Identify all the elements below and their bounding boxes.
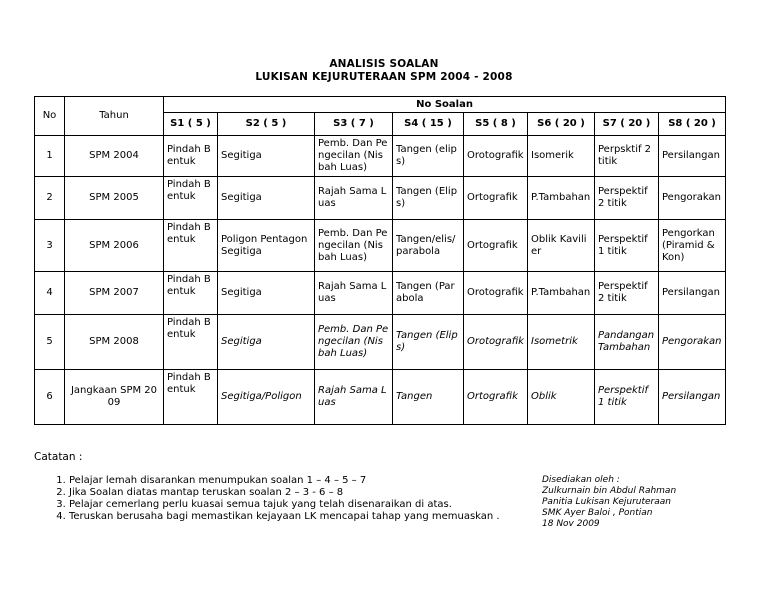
header-s1: S1 ( 5 ): [164, 113, 218, 136]
header-s6: S6 ( 20 ): [528, 113, 595, 136]
header-s8: S8 ( 20 ): [659, 113, 726, 136]
row-no: 1: [35, 136, 65, 177]
cell-s5: Ortografik: [464, 370, 528, 425]
cell-s6: Isomerik: [528, 136, 595, 177]
cell-s8: Persilangan: [659, 136, 726, 177]
cell-s2: Segitiga: [218, 315, 315, 370]
table-row: [35, 220, 726, 272]
cell-s4: Tangen (Elips): [393, 177, 464, 220]
row-no: 4: [35, 272, 65, 315]
list-item: 4. Teruskan berusaha bagi memastikan kejayaan LK mencapai tahap yang memuaskan .: [69, 511, 569, 523]
cell-s6: Isometrik: [528, 315, 595, 370]
table-row: [35, 177, 726, 220]
header-no-soalan: No Soalan: [164, 97, 726, 113]
cell-s7: Perspektif 1 titik: [595, 370, 659, 425]
cell-s6: Oblik: [528, 370, 595, 425]
cell-s5: Orotografik: [464, 315, 528, 370]
cell-s8: Persilangan: [659, 272, 726, 315]
header-s5: S5 ( 8 ): [464, 113, 528, 136]
notes-list: [34, 475, 569, 523]
signoff-school: SMK Ayer Baloi , Pontian: [542, 508, 653, 518]
table-row: [35, 370, 726, 425]
cell-s3: Rajah Sama Luas: [315, 370, 393, 425]
row-tahun: SPM 2006: [65, 220, 164, 272]
signoff-date: 18 Nov 2009: [542, 519, 600, 529]
cell-s7: Perspektif 1 titik: [595, 220, 659, 272]
header-tahun: Tahun: [65, 97, 164, 136]
signoff-prepared-by: Disediakan oleh :: [542, 475, 620, 485]
cell-s5: Ortografik: [464, 177, 528, 220]
row-tahun: SPM 2007: [65, 272, 164, 315]
cell-s1: Pindah Bentuk: [164, 370, 218, 425]
header-s3: S3 ( 7 ): [315, 113, 393, 136]
notes-heading: Catatan :: [34, 451, 83, 463]
cell-s4: Tangen (Elips): [393, 315, 464, 370]
row-no: 2: [35, 177, 65, 220]
cell-s2: Segitiga: [218, 272, 315, 315]
cell-s4: Tangen (elips): [393, 136, 464, 177]
cell-s3: Rajah Sama Luas: [315, 177, 393, 220]
cell-s2: Segitiga/Poligon: [218, 370, 315, 425]
row-tahun: Jangkaan SPM 2009: [65, 370, 164, 425]
document-title: ANALISIS SOALAN: [329, 58, 439, 70]
cell-s8: Pengorakan: [659, 315, 726, 370]
row-no: 5: [35, 315, 65, 370]
cell-s2: Segitiga: [218, 177, 315, 220]
list-item: 3. Pelajar cemerlang perlu kuasai semua tajuk yang telah disenaraikan di atas.: [69, 499, 569, 511]
header-s2: S2 ( 5 ): [218, 113, 315, 136]
cell-s5: Orotografik: [464, 272, 528, 315]
row-tahun: SPM 2008: [65, 315, 164, 370]
cell-s2: Poligon PentagonSegitiga: [218, 220, 315, 272]
signoff-block: [542, 475, 676, 530]
cell-s1: Pindah Bentuk: [164, 177, 218, 220]
cell-s6: P.Tambahan: [528, 177, 595, 220]
document-subtitle: LUKISAN KEJURUTERAAN SPM 2004 - 2008: [255, 71, 513, 83]
cell-s4: Tangen/elis/ parabola: [393, 220, 464, 272]
cell-s7: Perpsktif 2 titik: [595, 136, 659, 177]
table-row: [35, 315, 726, 370]
header-s4: S4 ( 15 ): [393, 113, 464, 136]
list-item: 2. Jika Soalan diatas mantap teruskan soalan 2 – 3 - 6 – 8: [69, 487, 569, 499]
signoff-name: Zulkurnain bin Abdul Rahman: [542, 486, 677, 496]
row-tahun: SPM 2004: [65, 136, 164, 177]
header-s7: S7 ( 20 ): [595, 113, 659, 136]
analysis-table: [34, 96, 726, 425]
cell-s1: Pindah Bentuk: [164, 220, 218, 272]
cell-s6: Oblik Kavilier: [528, 220, 595, 272]
cell-s8: Pengorkan (Piramid & Kon): [659, 220, 726, 272]
cell-s7: Perspektif 2 titik: [595, 272, 659, 315]
cell-s2: Segitiga: [218, 136, 315, 177]
cell-s8: Pengorakan: [659, 177, 726, 220]
row-no: 6: [35, 370, 65, 425]
cell-s1: Pindah Bentuk: [164, 315, 218, 370]
row-tahun: SPM 2005: [65, 177, 164, 220]
cell-s7: Pandangan Tambahan: [595, 315, 659, 370]
list-item: 1. Pelajar lemah disarankan menumpukan soalan 1 – 4 – 5 – 7: [69, 475, 569, 487]
cell-s5: Orotografik: [464, 136, 528, 177]
cell-s6: P.Tambahan: [528, 272, 595, 315]
cell-s1: Pindah Bentuk: [164, 272, 218, 315]
cell-s3: Rajah Sama Luas: [315, 272, 393, 315]
header-no: No: [35, 97, 65, 136]
cell-s8: Persilangan: [659, 370, 726, 425]
cell-s3: Pemb. Dan Pengecilan (Nisbah Luas): [315, 220, 393, 272]
cell-s5: Ortografik: [464, 220, 528, 272]
cell-s3: Pemb. Dan Pengecilan (Nisbah Luas): [315, 315, 393, 370]
row-no: 3: [35, 220, 65, 272]
cell-s4: Tangen: [393, 370, 464, 425]
cell-s3: Pemb. Dan Pengecilan (Nisbah Luas): [315, 136, 393, 177]
cell-s4: Tangen (Parabola: [393, 272, 464, 315]
cell-s1: Pindah Bentuk: [164, 136, 218, 177]
cell-s7: Perspektif 2 titik: [595, 177, 659, 220]
signoff-panel: Panitia Lukisan Kejuruteraan: [542, 497, 671, 507]
table-row: [35, 136, 726, 177]
table-row: [35, 272, 726, 315]
